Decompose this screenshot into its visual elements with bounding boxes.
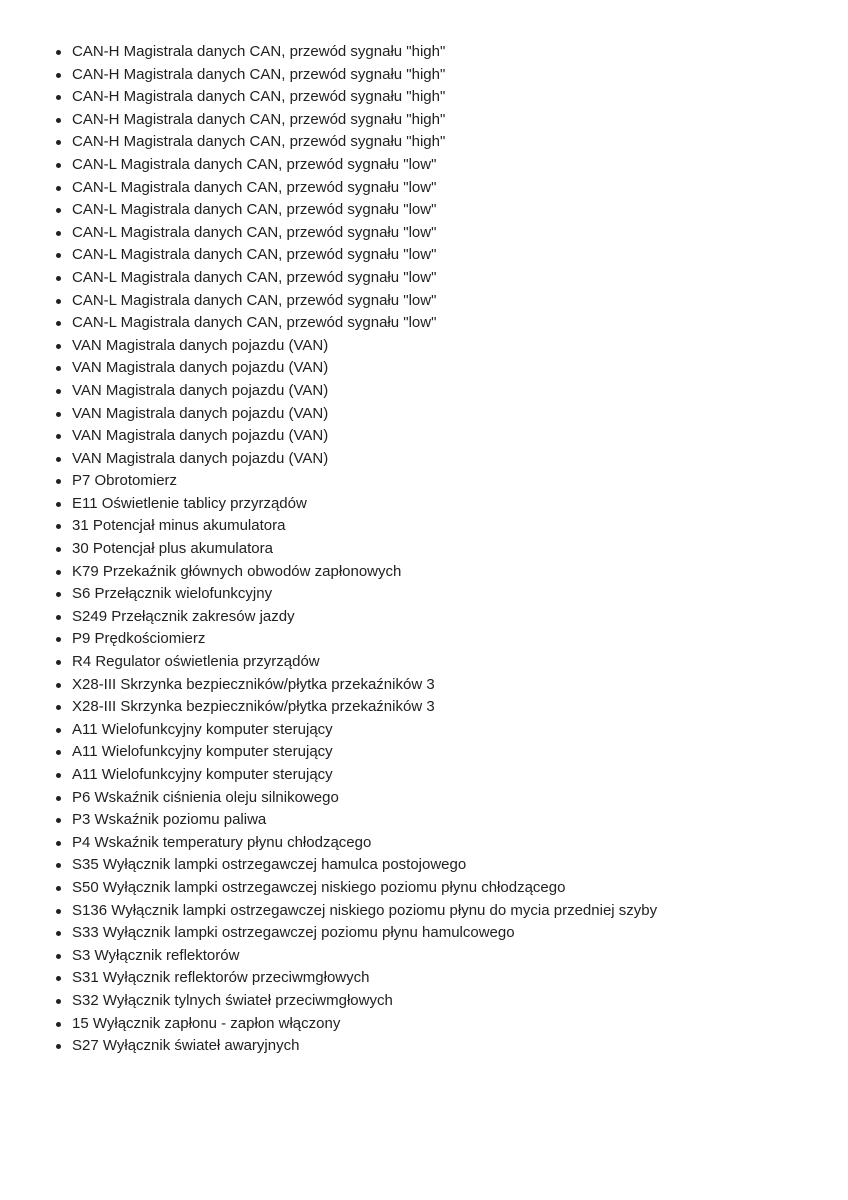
list-item	[0, 719, 657, 742]
list-item	[0, 177, 657, 200]
list-item-text: S3 Wyłącznik reflektorów	[72, 946, 240, 964]
list-item-text: VAN Magistrala danych pojazdu (VAN)	[72, 359, 329, 377]
list-item	[0, 606, 657, 629]
list-item-text: CAN-L Magistrala danych CAN, przewód sygnału "low"	[72, 268, 437, 286]
list-item	[0, 493, 657, 516]
list-item	[0, 222, 657, 245]
list-item-text: CAN-L Magistrala danych CAN, przewód sygnału "low"	[72, 246, 437, 264]
list-item	[0, 425, 657, 448]
list-item-text: A11 Wielofunkcyjny komputer sterujący	[72, 743, 333, 761]
list-item	[0, 244, 657, 267]
list-item-text: S31 Wyłącznik reflektorów przeciwmgłowych	[72, 969, 370, 987]
list-item	[0, 674, 657, 697]
legend-list	[0, 41, 657, 1058]
list-item	[0, 696, 657, 719]
list-item-text: P4 Wskaźnik temperatury płynu chłodzącego	[72, 833, 372, 851]
list-item-text: S35 Wyłącznik lampki ostrzegawczej hamulca postojowego	[72, 856, 467, 874]
list-item-text: CAN-H Magistrala danych CAN, przewód sygnału "high"	[72, 133, 446, 151]
list-item-text: CAN-H Magistrala danych CAN, przewód sygnału "high"	[72, 110, 446, 128]
list-item	[0, 561, 657, 584]
list-item-text: A11 Wielofunkcyjny komputer sterujący	[72, 766, 333, 783]
list-item	[0, 854, 657, 877]
list-item	[0, 290, 657, 313]
list-item-text: VAN Magistrala danych pojazdu (VAN)	[72, 404, 329, 422]
list-item	[0, 832, 657, 855]
list-item-text: P7 Obrotomierz	[72, 472, 178, 490]
list-item	[0, 764, 657, 787]
list-item	[0, 990, 657, 1013]
list-item-text: VAN Magistrala danych pojazdu (VAN)	[72, 427, 329, 445]
list-item	[0, 1035, 657, 1058]
list-item-text: K79 Przekaźnik głównych obwodów zapłonowych	[72, 562, 402, 580]
list-item	[0, 470, 657, 493]
list-item	[0, 651, 657, 674]
list-item	[0, 787, 657, 810]
list-item	[0, 357, 657, 380]
list-item-text: R4 Regulator oświetlenia przyrządów	[72, 653, 320, 671]
list-item-text: S6 Przełącznik wielofunkcyjny	[72, 585, 273, 603]
list-item	[0, 1013, 657, 1036]
list-item	[0, 86, 657, 109]
list-item-text: 15 Wyłącznik zapłonu - zapłon włączony	[72, 1014, 341, 1032]
list-item	[0, 922, 657, 945]
list-item-text: P3 Wskaźnik poziomu paliwa	[72, 811, 267, 829]
list-item-text: X28-III Skrzynka bezpieczników/płytka przekaźników 3	[72, 675, 435, 693]
list-item-text: VAN Magistrala danych pojazdu (VAN)	[72, 449, 329, 467]
list-item	[0, 809, 657, 832]
list-item	[0, 199, 657, 222]
list-item	[0, 877, 657, 900]
list-item	[0, 628, 657, 651]
list-item	[0, 515, 657, 538]
list-item	[0, 64, 657, 87]
list-item-text: P6 Wskaźnik ciśnienia oleju silnikowego	[72, 788, 339, 806]
list-item-text: P9 Prędkościomierz	[72, 630, 206, 648]
list-item	[0, 538, 657, 561]
list-item-text: VAN Magistrala danych pojazdu (VAN)	[72, 336, 329, 354]
list-item	[0, 583, 657, 606]
list-item-text: CAN-L Magistrala danych CAN, przewód sygnału "low"	[72, 291, 437, 309]
list-item-text: S32 Wyłącznik tylnych świateł przeciwmgłowych	[72, 991, 393, 1009]
list-item	[0, 335, 657, 358]
list-item	[0, 741, 657, 764]
list-item-text: S136 Wyłącznik lampki ostrzegawczej niskiego poziomu płynu do mycia przedniej szyby	[72, 901, 658, 919]
list-item-text: CAN-L Magistrala danych CAN, przewód sygnału "low"	[72, 223, 437, 241]
list-item-text: 31 Potencjał minus akumulatora	[72, 517, 286, 535]
list-item	[0, 967, 657, 990]
list-item	[0, 267, 657, 290]
list-item-text: CAN-L Magistrala danych CAN, przewód sygnału "low"	[72, 178, 437, 196]
list-item-text: X28-III Skrzynka bezpieczników/płytka przekaźników 3	[72, 698, 435, 716]
list-item	[0, 403, 657, 426]
list-item-text: CAN-L Magistrala danych CAN, przewód sygnału "low"	[72, 155, 437, 173]
list-item	[0, 448, 657, 471]
list-item-text: 30 Potencjał plus akumulatora	[72, 540, 273, 558]
list-item-text: S33 Wyłącznik lampki ostrzegawczej poziomu płynu hamulcowego	[72, 924, 515, 942]
list-item	[0, 109, 657, 132]
list-item-text: S50 Wyłącznik lampki ostrzegawczej niskiego poziomu płynu chłodzącego	[72, 878, 566, 896]
list-item-text: CAN-L Magistrala danych CAN, przewód sygnału "low"	[72, 314, 437, 332]
list-item-text: A11 Wielofunkcyjny komputer sterujący	[72, 720, 333, 738]
list-item	[0, 945, 657, 968]
list-item	[0, 312, 657, 335]
list-item-text: VAN Magistrala danych pojazdu (VAN)	[72, 381, 329, 399]
list-item	[0, 131, 657, 154]
list-item	[0, 154, 657, 177]
list-item	[0, 380, 657, 403]
list-item-text: CAN-H Magistrala danych CAN, przewód sygnału "high"	[72, 65, 446, 83]
list-item-text: S249 Przełącznik zakresów jazdy	[72, 607, 295, 625]
list-item	[0, 900, 657, 923]
list-item-text: CAN-L Magistrala danych CAN, przewód sygnału "low"	[72, 201, 437, 219]
list-item	[0, 41, 657, 64]
list-item-text: E11 Oświetlenie tablicy przyrządów	[72, 494, 307, 512]
list-item-text: CAN-H Magistrala danych CAN, przewód sygnału "high"	[72, 43, 446, 60]
list-item-text: CAN-H Magistrala danych CAN, przewód sygnału "high"	[72, 88, 446, 106]
list-item-text: S27 Wyłącznik świateł awaryjnych	[72, 1037, 300, 1055]
